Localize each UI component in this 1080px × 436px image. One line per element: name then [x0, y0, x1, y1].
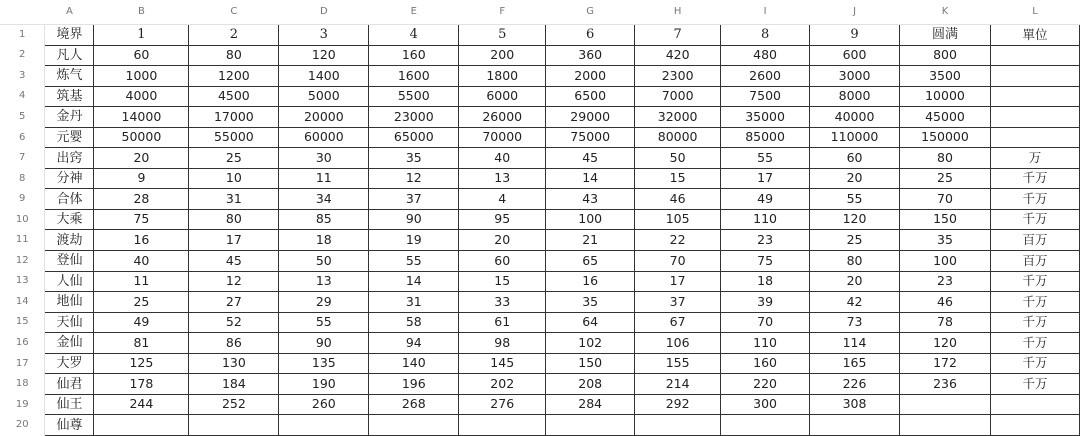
table-cell[interactable]: 4000	[94, 86, 189, 107]
table-cell[interactable]: 85	[279, 209, 369, 230]
table-cell[interactable]: 165	[810, 353, 900, 374]
table-cell[interactable]: 244	[94, 394, 189, 415]
realm-name-cell[interactable]: 炼气	[45, 66, 94, 87]
realm-name-cell[interactable]: 人仙	[45, 271, 94, 292]
realm-name-cell[interactable]: 分神	[45, 168, 94, 189]
table-cell[interactable]: 50000	[94, 127, 189, 148]
table-cell[interactable]: 2300	[635, 66, 721, 87]
table-cell[interactable]: 105	[635, 209, 721, 230]
table-cell[interactable]: 135	[279, 353, 369, 374]
table-cell[interactable]: 420	[635, 45, 721, 66]
column-header-k[interactable]: K	[900, 0, 991, 25]
table-cell[interactable]: 160	[369, 45, 459, 66]
table-cell[interactable]: 80	[900, 148, 991, 169]
table-cell[interactable]: 50	[279, 251, 369, 272]
table-cell[interactable]: 11	[279, 168, 369, 189]
column-header-d[interactable]: D	[279, 0, 369, 25]
row-number[interactable]: 2	[0, 45, 45, 66]
table-cell[interactable]: 5500	[369, 86, 459, 107]
table-cell[interactable]: 70	[900, 189, 991, 210]
table-cell[interactable]: 1	[94, 25, 189, 46]
table-cell[interactable]: 1200	[189, 66, 279, 87]
realm-name-cell[interactable]: 仙君	[45, 374, 94, 395]
table-cell[interactable]: 35	[369, 148, 459, 169]
realm-name-cell[interactable]: 渡劫	[45, 230, 94, 251]
table-cell[interactable]: 6	[546, 25, 635, 46]
table-row	[0, 189, 1080, 210]
table-row	[0, 25, 1080, 46]
table-cell[interactable]: 23	[900, 271, 991, 292]
unit-cell[interactable]: 千万	[990, 353, 1079, 374]
table-cell[interactable]: 120	[810, 209, 900, 230]
table-cell[interactable]: 8000	[810, 86, 900, 107]
unit-cell[interactable]: 万	[990, 148, 1079, 169]
table-cell[interactable]: 52	[189, 312, 279, 333]
table-cell[interactable]: 15	[635, 168, 721, 189]
table-cell[interactable]: 10000	[900, 86, 991, 107]
table-row	[0, 333, 1080, 354]
table-row	[0, 148, 1080, 169]
table-cell[interactable]: 184	[189, 374, 279, 395]
table-cell[interactable]: 16	[546, 271, 635, 292]
table-cell[interactable]: 226	[810, 374, 900, 395]
table-cell[interactable]: 55	[810, 189, 900, 210]
table-cell[interactable]: 73	[810, 312, 900, 333]
table-cell[interactable]: 40	[459, 148, 546, 169]
table-row	[0, 271, 1080, 292]
table-row	[0, 415, 1080, 436]
table-cell[interactable]: 190	[279, 374, 369, 395]
table-cell[interactable]: 300	[721, 394, 810, 415]
table-cell[interactable]: 196	[369, 374, 459, 395]
table-cell[interactable]: 90	[279, 333, 369, 354]
row-number[interactable]: 18	[0, 374, 45, 395]
table-cell[interactable]: 49	[721, 189, 810, 210]
realm-name-cell[interactable]: 仙王	[45, 394, 94, 415]
table-cell[interactable]: 5000	[279, 86, 369, 107]
table-row	[0, 374, 1080, 395]
table-cell[interactable]: 25	[189, 148, 279, 169]
table-cell[interactable]: 80	[810, 251, 900, 272]
table-cell[interactable]: 1800	[459, 66, 546, 87]
realm-name-cell[interactable]: 仙尊	[45, 415, 94, 436]
table-cell[interactable]: 145	[459, 353, 546, 374]
unit-cell[interactable]: 百万	[990, 251, 1079, 272]
table-cell[interactable]: 20	[94, 148, 189, 169]
unit-cell[interactable]	[990, 45, 1079, 66]
unit-cell[interactable]: 千万	[990, 333, 1079, 354]
row-number[interactable]: 20	[0, 415, 45, 436]
table-cell[interactable]: 7	[635, 25, 721, 46]
unit-cell[interactable]: 千万	[990, 292, 1079, 313]
realm-name-cell[interactable]: 登仙	[45, 251, 94, 272]
realm-name-cell[interactable]: 金丹	[45, 107, 94, 128]
table-cell[interactable]: 40000	[810, 107, 900, 128]
table-cell[interactable]: 78	[900, 312, 991, 333]
table-cell[interactable]: 100	[900, 251, 991, 272]
table-cell[interactable]: 65	[546, 251, 635, 272]
row-number[interactable]: 7	[0, 148, 45, 169]
table-cell[interactable]: 37	[369, 189, 459, 210]
unit-cell[interactable]	[990, 66, 1079, 87]
table-cell[interactable]: 46	[635, 189, 721, 210]
row-number[interactable]: 1	[0, 25, 45, 46]
table-cell[interactable]: 268	[369, 394, 459, 415]
table-cell[interactable]: 60	[459, 251, 546, 272]
table-row	[0, 209, 1080, 230]
table-cell[interactable]: 292	[635, 394, 721, 415]
table-cell[interactable]: 360	[546, 45, 635, 66]
table-cell[interactable]: 110000	[810, 127, 900, 148]
table-cell[interactable]: 55	[369, 251, 459, 272]
realm-name-cell[interactable]: 天仙	[45, 312, 94, 333]
table-cell[interactable]: 61	[459, 312, 546, 333]
table-cell[interactable]: 208	[546, 374, 635, 395]
table-cell[interactable]: 40	[94, 251, 189, 272]
table-cell[interactable]: 14	[369, 271, 459, 292]
table-cell[interactable]: 86	[189, 333, 279, 354]
unit-cell[interactable]: 千万	[990, 312, 1079, 333]
table-cell[interactable]: 220	[721, 374, 810, 395]
table-row	[0, 312, 1080, 333]
table-cell[interactable]: 1400	[279, 66, 369, 87]
table-cell[interactable]	[546, 415, 635, 436]
table-cell[interactable]: 172	[900, 353, 991, 374]
corner-cell[interactable]	[0, 0, 45, 25]
table-cell[interactable]: 37	[635, 292, 721, 313]
table-cell[interactable]: 17000	[189, 107, 279, 128]
table-cell[interactable]: 圆满	[900, 25, 991, 46]
table-cell[interactable]: 8	[721, 25, 810, 46]
table-cell[interactable]	[721, 415, 810, 436]
table-cell[interactable]: 81	[94, 333, 189, 354]
column-header-row	[0, 0, 1080, 25]
table-cell[interactable]: 67	[635, 312, 721, 333]
row-number[interactable]: 12	[0, 251, 45, 272]
table-cell[interactable]: 58	[369, 312, 459, 333]
unit-cell[interactable]	[990, 86, 1079, 107]
table-cell[interactable]: 20	[810, 168, 900, 189]
table-row	[0, 292, 1080, 313]
table-cell[interactable]: 17	[635, 271, 721, 292]
table-cell[interactable]: 236	[900, 374, 991, 395]
table-cell[interactable]: 33	[459, 292, 546, 313]
row-number[interactable]: 9	[0, 189, 45, 210]
table-cell[interactable]: 102	[546, 333, 635, 354]
table-cell[interactable]: 17	[189, 230, 279, 251]
table-cell[interactable]: 155	[635, 353, 721, 374]
table-cell[interactable]: 94	[369, 333, 459, 354]
realm-name-cell[interactable]: 境界	[45, 25, 94, 46]
table-cell[interactable]: 20	[810, 271, 900, 292]
table-cell[interactable]: 70	[635, 251, 721, 272]
table-cell[interactable]: 2600	[721, 66, 810, 87]
table-row	[0, 251, 1080, 272]
table-cell[interactable]: 110	[721, 209, 810, 230]
table-cell[interactable]: 150	[900, 209, 991, 230]
table-cell[interactable]: 45	[546, 148, 635, 169]
table-cell[interactable]: 75000	[546, 127, 635, 148]
table-cell[interactable]: 95	[459, 209, 546, 230]
realm-name-cell[interactable]: 筑基	[45, 86, 94, 107]
row-number[interactable]: 5	[0, 107, 45, 128]
realm-name-cell[interactable]: 地仙	[45, 292, 94, 313]
row-number[interactable]: 10	[0, 209, 45, 230]
table-cell[interactable]: 45000	[900, 107, 991, 128]
table-row	[0, 86, 1080, 107]
table-cell[interactable]	[369, 415, 459, 436]
table-cell[interactable]: 20000	[279, 107, 369, 128]
table-cell[interactable]: 18	[279, 230, 369, 251]
realm-name-cell[interactable]: 合体	[45, 189, 94, 210]
table-cell[interactable]: 120	[900, 333, 991, 354]
table-cell[interactable]: 7000	[635, 86, 721, 107]
table-cell[interactable]: 4500	[189, 86, 279, 107]
table-cell[interactable]: 9	[94, 168, 189, 189]
table-cell[interactable]: 480	[721, 45, 810, 66]
table-cell[interactable]	[279, 415, 369, 436]
table-cell[interactable]	[189, 415, 279, 436]
table-cell[interactable]: 6500	[546, 86, 635, 107]
table-cell[interactable]: 23	[721, 230, 810, 251]
column-header-f[interactable]: F	[459, 0, 546, 25]
table-cell[interactable]: 150000	[900, 127, 991, 148]
table-cell[interactable]: 80000	[635, 127, 721, 148]
table-cell[interactable]: 800	[900, 45, 991, 66]
table-cell[interactable]: 4	[459, 189, 546, 210]
table-cell[interactable]: 200	[459, 45, 546, 66]
table-cell[interactable]: 14	[546, 168, 635, 189]
table-cell[interactable]: 18	[721, 271, 810, 292]
table-cell[interactable]: 1600	[369, 66, 459, 87]
table-cell[interactable]: 55000	[189, 127, 279, 148]
table-cell[interactable]: 114	[810, 333, 900, 354]
row-number[interactable]: 3	[0, 66, 45, 87]
row-number[interactable]: 8	[0, 168, 45, 189]
table-row	[0, 230, 1080, 251]
table-cell[interactable]: 9	[810, 25, 900, 46]
table-cell[interactable]: 49	[94, 312, 189, 333]
table-cell[interactable]: 106	[635, 333, 721, 354]
table-row	[0, 353, 1080, 374]
table-cell[interactable]: 28	[94, 189, 189, 210]
realm-name-cell[interactable]: 大乘	[45, 209, 94, 230]
row-number[interactable]: 11	[0, 230, 45, 251]
table-cell[interactable]: 26000	[459, 107, 546, 128]
row-number[interactable]: 14	[0, 292, 45, 313]
table-cell[interactable]: 19	[369, 230, 459, 251]
realm-name-cell[interactable]: 大罗	[45, 353, 94, 374]
table-cell[interactable]: 80	[189, 45, 279, 66]
table-cell[interactable]	[635, 415, 721, 436]
table-cell[interactable]: 31	[189, 189, 279, 210]
table-cell[interactable]: 4	[369, 25, 459, 46]
unit-cell[interactable]	[990, 415, 1079, 436]
table-row	[0, 45, 1080, 66]
table-cell[interactable]: 276	[459, 394, 546, 415]
table-cell[interactable]: 6000	[459, 86, 546, 107]
unit-cell[interactable]	[990, 394, 1079, 415]
table-cell[interactable]: 13	[279, 271, 369, 292]
row-number[interactable]: 19	[0, 394, 45, 415]
row-number[interactable]: 6	[0, 127, 45, 148]
table-cell[interactable]: 308	[810, 394, 900, 415]
table-cell[interactable]: 39	[721, 292, 810, 313]
table-cell[interactable]: 130	[189, 353, 279, 374]
table-cell[interactable]: 14000	[94, 107, 189, 128]
table-row	[0, 168, 1080, 189]
table-cell[interactable]: 5	[459, 25, 546, 46]
table-cell[interactable]: 35	[900, 230, 991, 251]
table-cell[interactable]: 90	[369, 209, 459, 230]
table-cell[interactable]: 1000	[94, 66, 189, 87]
table-cell[interactable]	[810, 415, 900, 436]
realm-name-cell[interactable]: 金仙	[45, 333, 94, 354]
table-cell[interactable]: 29	[279, 292, 369, 313]
table-cell[interactable]: 12	[189, 271, 279, 292]
column-header-e[interactable]: E	[369, 0, 459, 25]
table-cell[interactable]: 75	[721, 251, 810, 272]
table-cell[interactable]	[94, 415, 189, 436]
column-header-h[interactable]: H	[635, 0, 721, 25]
table-cell[interactable]: 29000	[546, 107, 635, 128]
table-cell[interactable]: 110	[721, 333, 810, 354]
table-cell[interactable]: 35000	[721, 107, 810, 128]
table-cell[interactable]: 50	[635, 148, 721, 169]
table-cell[interactable]: 30	[279, 148, 369, 169]
table-cell[interactable]: 284	[546, 394, 635, 415]
unit-cell[interactable]: 千万	[990, 168, 1079, 189]
table-cell[interactable]: 2000	[546, 66, 635, 87]
realm-name-cell[interactable]: 元婴	[45, 127, 94, 148]
column-header-l[interactable]: L	[990, 0, 1079, 25]
table-cell[interactable]: 85000	[721, 127, 810, 148]
realm-name-cell[interactable]: 凡人	[45, 45, 94, 66]
table-cell[interactable]: 3500	[900, 66, 991, 87]
table-cell[interactable]: 600	[810, 45, 900, 66]
table-cell[interactable]: 160	[721, 353, 810, 374]
table-cell[interactable]: 23000	[369, 107, 459, 128]
table-cell[interactable]: 150	[546, 353, 635, 374]
table-cell[interactable]: 10	[189, 168, 279, 189]
table-cell[interactable]: 60000	[279, 127, 369, 148]
table-cell[interactable]: 214	[635, 374, 721, 395]
table-cell[interactable]: 3000	[810, 66, 900, 87]
table-cell[interactable]: 70000	[459, 127, 546, 148]
row-number[interactable]: 16	[0, 333, 45, 354]
table-cell[interactable]: 12	[369, 168, 459, 189]
unit-cell[interactable]: 千万	[990, 189, 1079, 210]
table-cell[interactable]: 35	[546, 292, 635, 313]
table-cell[interactable]: 32000	[635, 107, 721, 128]
table-cell[interactable]	[900, 394, 991, 415]
row-number[interactable]: 13	[0, 271, 45, 292]
table-row	[0, 394, 1080, 415]
table-cell[interactable]	[459, 415, 546, 436]
column-header-b[interactable]: B	[94, 0, 189, 25]
table-cell[interactable]: 13	[459, 168, 546, 189]
row-number[interactable]: 15	[0, 312, 45, 333]
unit-cell[interactable]: 千万	[990, 209, 1079, 230]
table-cell[interactable]: 45	[189, 251, 279, 272]
table-cell[interactable]: 55	[721, 148, 810, 169]
table-cell[interactable]: 16	[94, 230, 189, 251]
table-cell[interactable]: 100	[546, 209, 635, 230]
table-cell[interactable]: 75	[94, 209, 189, 230]
table-cell[interactable]: 65000	[369, 127, 459, 148]
table-cell[interactable]: 252	[189, 394, 279, 415]
table-cell[interactable]: 15	[459, 271, 546, 292]
table-cell[interactable]: 25	[810, 230, 900, 251]
table-cell[interactable]: 17	[721, 168, 810, 189]
table-row	[0, 66, 1080, 87]
table-cell[interactable]: 64	[546, 312, 635, 333]
table-cell[interactable]: 43	[546, 189, 635, 210]
table-cell[interactable]: 55	[279, 312, 369, 333]
table-cell[interactable]: 202	[459, 374, 546, 395]
table-cell[interactable]: 25	[900, 168, 991, 189]
table-cell[interactable]	[900, 415, 991, 436]
table-cell[interactable]: 31	[369, 292, 459, 313]
table-cell[interactable]: 260	[279, 394, 369, 415]
column-header-g[interactable]: G	[546, 0, 635, 25]
table-cell[interactable]: 22	[635, 230, 721, 251]
column-header-a[interactable]: A	[45, 0, 94, 25]
table-cell[interactable]: 25	[94, 292, 189, 313]
table-row	[0, 107, 1080, 128]
table-cell[interactable]: 11	[94, 271, 189, 292]
table-cell[interactable]: 60	[810, 148, 900, 169]
unit-cell[interactable]: 千万	[990, 271, 1079, 292]
table-cell[interactable]: 125	[94, 353, 189, 374]
table-cell[interactable]: 80	[189, 209, 279, 230]
table-cell[interactable]: 140	[369, 353, 459, 374]
table-cell[interactable]: 2	[189, 25, 279, 46]
row-number[interactable]: 17	[0, 353, 45, 374]
table-row	[0, 127, 1080, 148]
column-header-c[interactable]: C	[189, 0, 279, 25]
table-cell[interactable]: 21	[546, 230, 635, 251]
table-cell[interactable]: 70	[721, 312, 810, 333]
unit-cell[interactable]	[990, 127, 1079, 148]
table-cell[interactable]: 46	[900, 292, 991, 313]
table-cell[interactable]: 178	[94, 374, 189, 395]
table-cell[interactable]: 27	[189, 292, 279, 313]
unit-cell[interactable]: 千万	[990, 374, 1079, 395]
table-cell[interactable]: 3	[279, 25, 369, 46]
unit-cell[interactable]: 百万	[990, 230, 1079, 251]
column-header-i[interactable]: I	[721, 0, 810, 25]
unit-cell[interactable]: 單位	[990, 25, 1079, 46]
table-cell[interactable]: 34	[279, 189, 369, 210]
unit-cell[interactable]	[990, 107, 1079, 128]
row-number[interactable]: 4	[0, 86, 45, 107]
column-header-j[interactable]: J	[810, 0, 900, 25]
table-cell[interactable]: 20	[459, 230, 546, 251]
table-cell[interactable]: 98	[459, 333, 546, 354]
table-cell[interactable]: 7500	[721, 86, 810, 107]
table-cell[interactable]: 60	[94, 45, 189, 66]
table-cell[interactable]: 42	[810, 292, 900, 313]
table-cell[interactable]: 120	[279, 45, 369, 66]
realm-name-cell[interactable]: 出窍	[45, 148, 94, 169]
